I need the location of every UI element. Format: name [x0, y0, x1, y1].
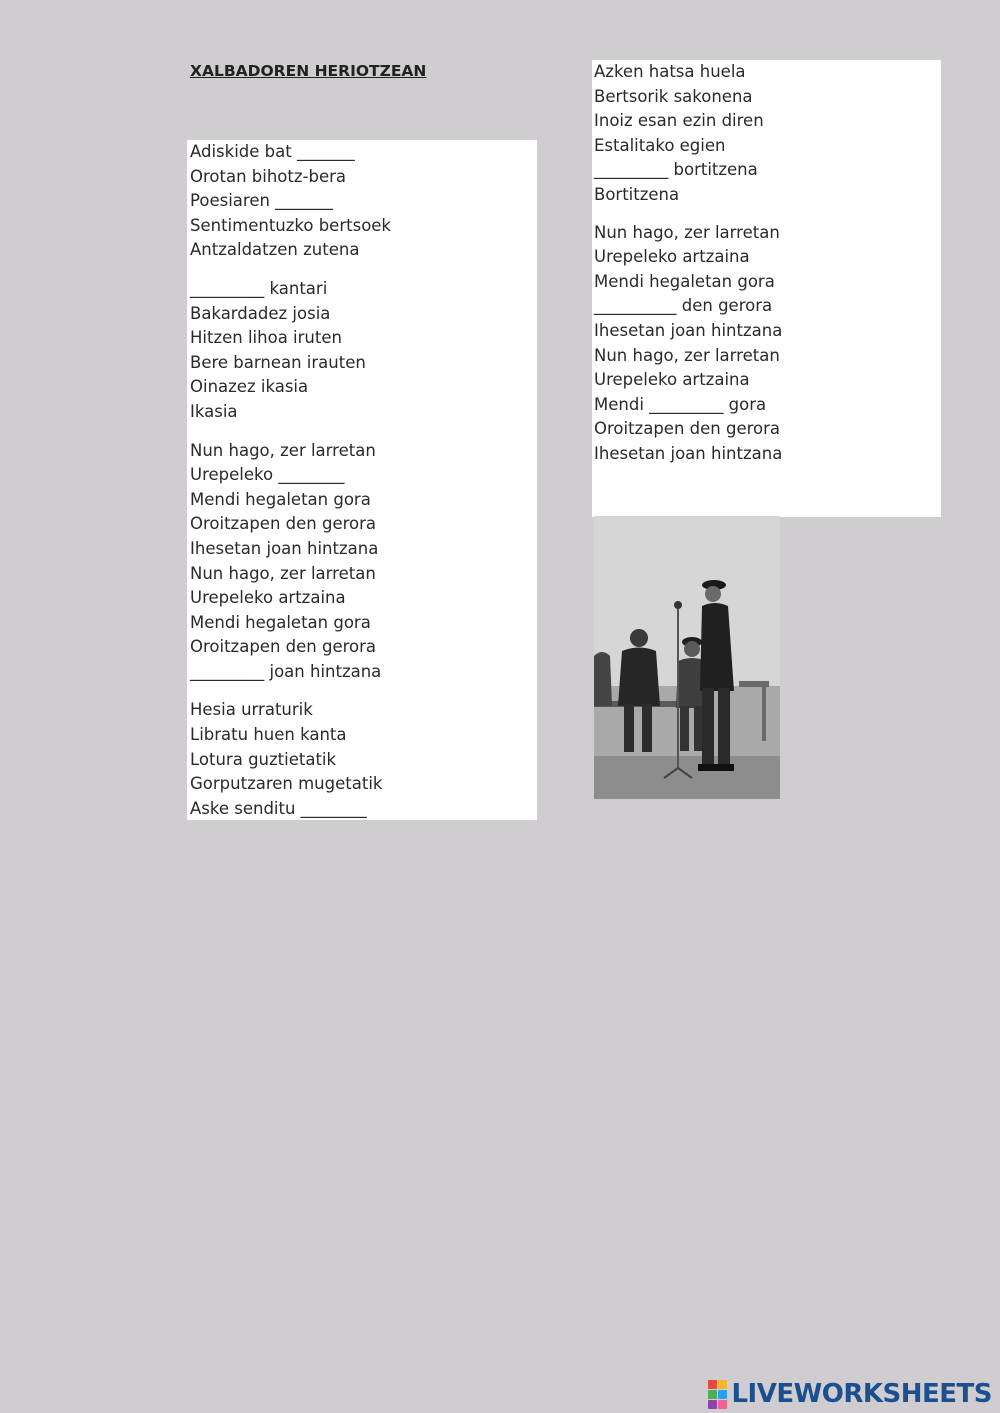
- stanza: [190, 140, 537, 263]
- stanza: [190, 698, 537, 821]
- lyric-line: Urepeleko artzaina: [594, 370, 750, 390]
- lyric-line: _________ kantari: [190, 278, 328, 298]
- lyric-line: Ihesetan joan hintzana: [594, 443, 783, 463]
- left-lyrics-panel: [187, 140, 537, 820]
- lyric-line: Orotan bihotz-bera: [190, 166, 347, 186]
- lyric-line: Adiskide bat _______: [190, 142, 355, 161]
- lyric-line: Azken hatsa huela: [594, 62, 746, 81]
- logo-text: LIVEWORKSHEETS: [731, 1379, 992, 1409]
- worksheet-title: XALBADOREN HERIOTZEAN: [190, 62, 427, 80]
- lyric-line: Bertsorik sakonena: [594, 86, 753, 106]
- lyric-line: Nun hago, zer larretan: [594, 222, 780, 242]
- right-lyrics-panel: [592, 60, 941, 517]
- liveworksheets-logo: [708, 1378, 992, 1410]
- lyric-line: Hitzen lihoa iruten: [190, 328, 342, 348]
- logo-mark-block: [708, 1400, 717, 1409]
- lyric-line: Bakardadez josia: [190, 303, 331, 323]
- stanza: [190, 439, 537, 685]
- lyric-line: Urepeleko ________: [190, 465, 345, 485]
- logo-mark-block: [718, 1390, 727, 1399]
- lyric-line: Bere barnean irauten: [190, 352, 366, 372]
- logo-mark-block: [718, 1380, 727, 1389]
- lyric-line: _________ bortitzena: [594, 160, 758, 180]
- lyric-line: Oroitzapen den gerora: [190, 514, 377, 534]
- logo-mark-block: [708, 1380, 717, 1389]
- lyric-line: Oinazez ikasia: [190, 377, 309, 397]
- lyric-line: Sentimentuzko bertsoek: [190, 215, 391, 235]
- lyric-line: _________ joan hintzana: [190, 661, 382, 681]
- stanza: [190, 277, 537, 425]
- lyric-line: __________ den gerora: [594, 296, 773, 316]
- lyric-line: Mendi hegaletan gora: [594, 271, 775, 291]
- lyric-line: Oroitzapen den gerora: [594, 419, 781, 439]
- lyric-line: Poesiaren _______: [190, 191, 333, 211]
- logo-mark-block: [708, 1390, 717, 1399]
- lyric-line: Mendi hegaletan gora: [190, 612, 371, 632]
- lyric-line: Hesia urraturik: [190, 700, 313, 720]
- lyric-line: Nun hago, zer larretan: [190, 440, 376, 460]
- lyric-line: Gorputzaren mugetatik: [190, 774, 383, 794]
- photo-of-bertsolari-singing-icon: [594, 516, 780, 799]
- lyric-line: Nun hago, zer larretan: [190, 563, 376, 583]
- lyric-line: Aske senditu ________: [190, 798, 367, 818]
- lyric-line: Mendi hegaletan gora: [190, 489, 371, 509]
- liveworksheets-mark-icon: [708, 1380, 727, 1409]
- lyric-line: Estalitako egien: [594, 135, 726, 155]
- stanza: [594, 221, 941, 467]
- lyric-line: Libratu huen kanta: [190, 725, 347, 745]
- lyric-line: Antzaldatzen zutena: [190, 240, 360, 260]
- lyric-line: Bortitzena: [594, 184, 680, 204]
- lyric-line: Nun hago, zer larretan: [594, 345, 780, 365]
- lyric-line: Oroitzapen den gerora: [190, 637, 377, 657]
- lyric-line: Inoiz esan ezin diren: [594, 111, 764, 131]
- lyric-line: Ihesetan joan hintzana: [190, 538, 379, 558]
- lyric-line: Mendi _________ gora: [594, 394, 767, 414]
- stanza: [594, 60, 941, 208]
- lyric-line: Lotura guztietatik: [190, 749, 337, 769]
- lyric-line: Urepeleko artzaina: [190, 588, 346, 608]
- lyric-line: Ikasia: [190, 401, 238, 421]
- lyric-line: Ihesetan joan hintzana: [594, 320, 783, 340]
- lyric-line: Urepeleko artzaina: [594, 247, 750, 267]
- logo-mark-block: [718, 1400, 727, 1409]
